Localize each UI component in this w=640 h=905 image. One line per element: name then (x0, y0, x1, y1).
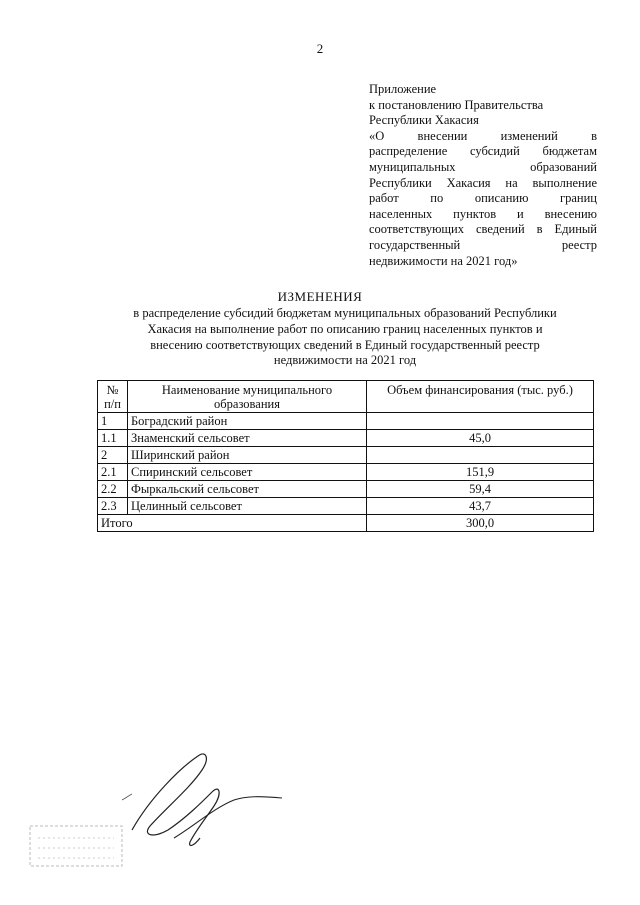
document-heading: ИЗМЕНЕНИЯ (277, 289, 363, 304)
table-row (98, 430, 594, 447)
table-row (98, 481, 594, 498)
row-name: Целинный сельсовет (128, 498, 367, 515)
subtitle-line: недвижимости на 2021 год (273, 353, 417, 368)
table-row (98, 498, 594, 515)
row-name: Знаменский сельсовет (128, 430, 367, 447)
appendix-line: работ по описанию границ (369, 191, 597, 206)
table-header-row (98, 381, 594, 413)
appendix-line: населенных пунктов и внесению (369, 206, 597, 221)
table-row (98, 464, 594, 481)
appendix-line: муниципальных образований (369, 159, 597, 174)
row-number: 2.1 (98, 464, 128, 481)
appendix-line: государственный реестр (369, 237, 597, 252)
total-label: Итого (98, 515, 367, 532)
subtitle-line: в распределение субсидий бюджетам муниципальных образований Республики (133, 306, 557, 320)
subtitle-line: Хакасия на выполнение работ по описанию границ населенных пунктов и (147, 321, 543, 336)
document-subtitle (95, 306, 595, 369)
appendix-line: Республики Хакасия (369, 113, 479, 128)
appendix-line: распределение субсидий бюджетам (369, 144, 597, 159)
row-number: 1 (98, 413, 128, 430)
row-name: Фыркальский сельсовет (128, 481, 367, 498)
row-number: 2.3 (98, 498, 128, 515)
row-number: 2 (98, 447, 128, 464)
total-amount: 300,0 (367, 515, 594, 532)
row-amount (367, 413, 594, 430)
subsidy-table (97, 380, 594, 532)
row-name: Спиринский сельсовет (128, 464, 367, 481)
appendix-line: к постановлению Правительства (369, 97, 544, 112)
table-row (98, 413, 594, 430)
row-amount: 151,9 (367, 464, 594, 481)
table-total-row (98, 515, 594, 532)
table-row (98, 447, 594, 464)
header-name: Наименование муниципального образования (128, 381, 367, 413)
appendix-line: Республики Хакасия на выполнение (369, 175, 597, 190)
row-amount: 45,0 (367, 430, 594, 447)
row-amount: 43,7 (367, 498, 594, 515)
row-name: Боградский район (128, 413, 367, 430)
row-number: 1.1 (98, 430, 128, 447)
row-amount (367, 447, 594, 464)
appendix-line: Приложение (369, 82, 437, 96)
appendix-line: «О внесении изменений в (369, 128, 597, 143)
row-amount: 59,4 (367, 481, 594, 498)
faded-stamp (28, 820, 128, 872)
appendix-block (369, 82, 597, 269)
header-amount: Объем финансирования (тыс. руб.) (367, 381, 594, 413)
row-number: 2.2 (98, 481, 128, 498)
page-number: 2 (316, 41, 324, 56)
handwritten-signature (110, 738, 290, 858)
appendix-line: недвижимости на 2021 год» (369, 253, 518, 268)
row-name: Ширинский район (128, 447, 367, 464)
subtitle-line: внесению соответствующих сведений в Единый государственный реестр (150, 337, 540, 352)
header-number: № п/п (98, 381, 128, 413)
appendix-line: соответствующих сведений в Единый (369, 222, 597, 237)
